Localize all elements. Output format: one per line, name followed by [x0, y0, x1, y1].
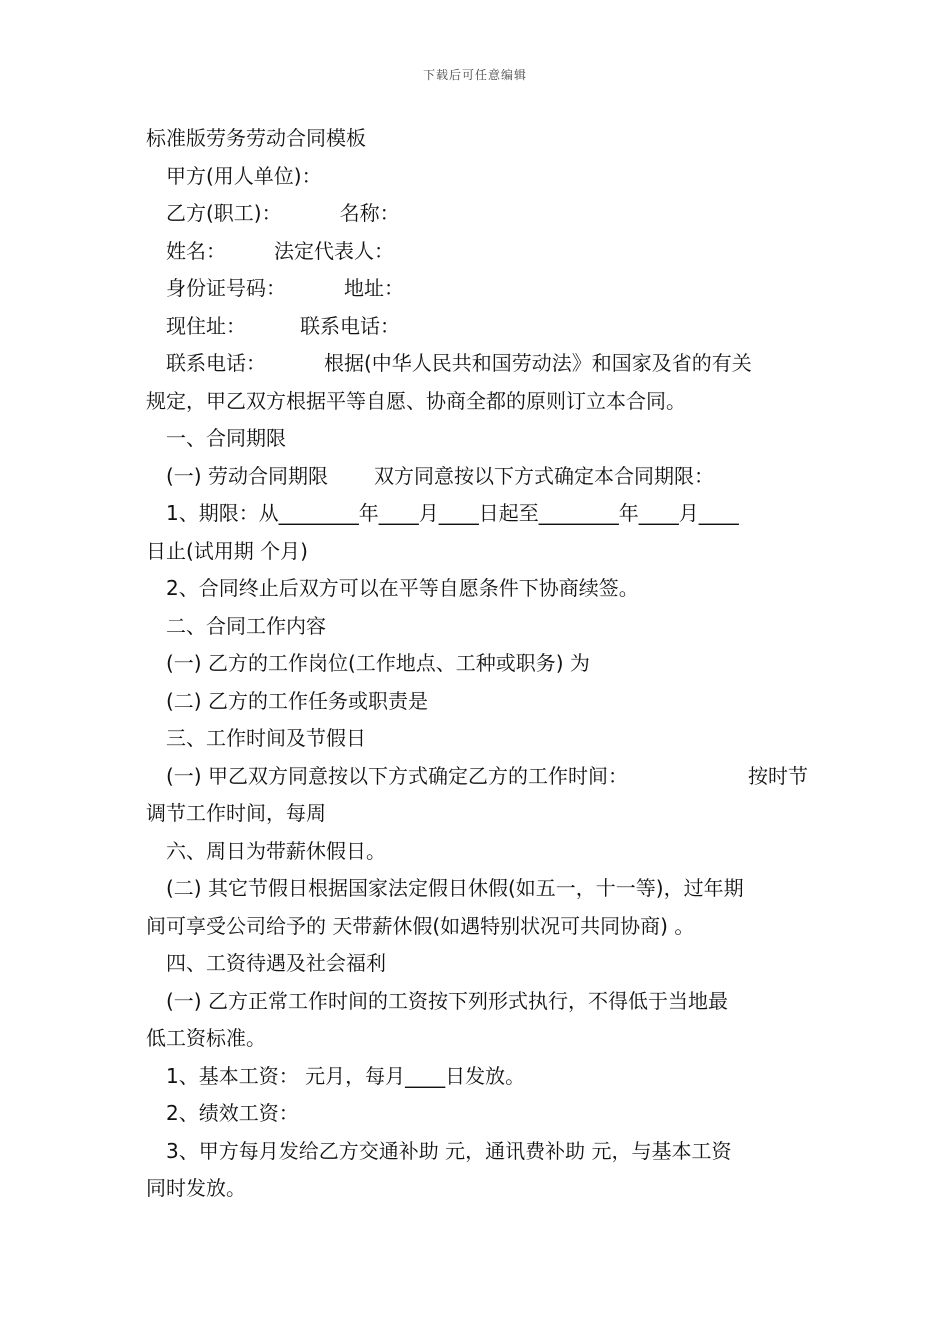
party-b-label: 乙方(职工)：: [166, 201, 282, 225]
basis-line: [146, 345, 808, 383]
allowance-line-cont: 同时发放。: [146, 1176, 246, 1200]
party-a-line: 甲方(用人单位)：: [166, 163, 322, 188]
section-2-item-2: (二) 乙方的工作任务或职责是: [166, 688, 428, 713]
section-1-heading: 一、合同期限: [166, 426, 286, 450]
id-label: 身份证号码：: [166, 276, 286, 300]
term-text: 双方同意按以下方式确定本合同期限：: [373, 463, 714, 488]
legal-rep-label: 法定代表人：: [274, 238, 394, 263]
party-b-name-label: 名称：: [339, 201, 400, 225]
allowance-line: 3、甲方每月发给乙方交通补助 元，通讯费补助 元，与基本工资: [166, 1138, 732, 1163]
work-time-text: (一) 甲乙双方同意按以下方式确定乙方的工作时间：: [166, 763, 628, 788]
phone-label: 联系电话：: [300, 313, 400, 338]
term-period-line-2: 日止(试用期 个月): [146, 538, 308, 563]
section-2-item-1: (一) 乙方的工作岗位(工作地点、工种或职务) 为: [166, 651, 590, 675]
section-4-heading: 四、工资待遇及社会福利: [166, 951, 386, 975]
current-address-line: [146, 308, 808, 346]
current-address-label: 现住址：: [166, 313, 246, 338]
performance-pay-line: 2、绩效工资：: [166, 1101, 299, 1125]
page-header: 下载后可任意编辑: [422, 68, 527, 82]
base-salary-line: 1、基本工资： 元月，每月____日发放。: [166, 1063, 526, 1088]
section-3-item-2-cont: 间可享受公司给予的 天带薪休假(如遇特别状况可共同协商) 。: [146, 913, 695, 938]
section-3-item-2: (二) 其它节假日根据国家法定假日休假(如五一，十一等)，过年期: [166, 876, 744, 900]
name-label: 姓名：: [166, 238, 226, 263]
term-label: (一) 劳动合同期限: [166, 463, 328, 488]
party-b-line: [146, 195, 808, 233]
work-time-tail: 按时节: [748, 763, 808, 788]
phone-label-2: 联系电话：: [166, 351, 266, 375]
basis-text: 根据(中华人民共和国劳动法》和国家及省的有关: [324, 351, 752, 375]
section-4-item-1-cont: 低工资标准。: [146, 1026, 266, 1050]
basis-line-2: 规定，甲乙双方根据平等自愿、协商全都的原则订立本合同。: [146, 388, 686, 413]
document-body: [146, 120, 808, 1208]
section-4-item-1: (一) 乙方正常工作时间的工资按下列形式执行，不得低于当地最: [166, 988, 728, 1013]
document-title: 标准版劳务劳动合同模板: [146, 126, 366, 150]
term-period-line: 1、期限：从________年____月____日起至________年____月____: [166, 501, 739, 525]
weekend-line: 六、周日为带薪休假日。: [166, 838, 386, 863]
renewal-line: 2、合同终止后双方可以在平等自愿条件下协商续签。: [166, 576, 639, 600]
section-3-item-1-cont: 调节工作时间，每周: [146, 801, 326, 825]
section-3-heading: 三、工作时间及节假日: [166, 726, 366, 750]
section-2-heading: 二、合同工作内容: [166, 613, 326, 638]
address-label: 地址：: [344, 276, 404, 300]
id-line: [146, 270, 808, 308]
section-1-item-1: [146, 458, 808, 496]
section-3-item-1: [146, 758, 808, 796]
name-line: [146, 233, 808, 271]
